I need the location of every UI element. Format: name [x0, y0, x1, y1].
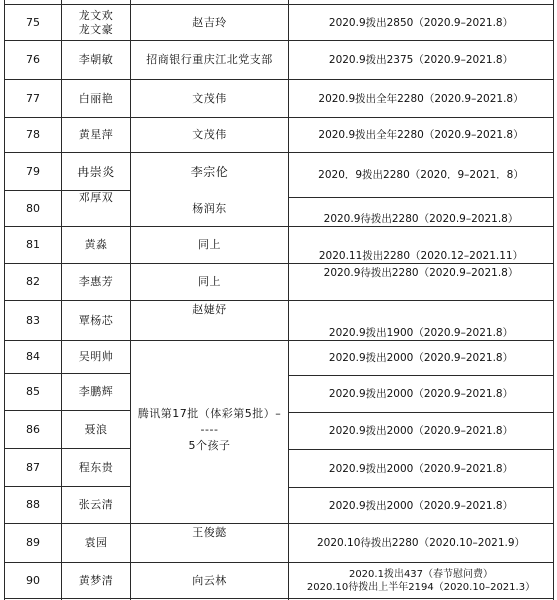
sponsor-name: 赵吉玲	[192, 15, 227, 29]
row-divider	[4, 598, 553, 599]
sponsor-name: 杨润东	[192, 201, 227, 215]
sponsor-name: 向云林	[192, 573, 227, 587]
fund-status: 2020.1拨出437（春节慰问费） 2020.10待拨出上半年2194（2020.10–2021.3）	[306, 568, 536, 593]
student-name: 覃杨芯	[78, 313, 114, 327]
sponsor-name: 李宗伦	[190, 164, 229, 179]
sponsor-name: 文茂伟	[192, 91, 227, 105]
fund-status: 2020.9拨出全年2280（2020.9–2021.8）	[318, 129, 524, 141]
student-name: 白丽艳	[78, 91, 114, 105]
row-number: 82	[26, 275, 40, 288]
fund-status: 2020．9拨出2280（2020．9–2021．8）	[318, 169, 524, 181]
student-name: 袁园	[84, 536, 108, 549]
row-number: 87	[26, 460, 40, 474]
fund-status: 2020.11拨出2280（2020.12–2021.11）	[318, 250, 524, 262]
sponsor-name: 赵婕妤	[192, 303, 227, 316]
fund-status: 2020.9拨出2000（2020.9–2021.8）	[328, 388, 514, 400]
fund-status: 2020.10待拨出2280（2020.10–2021.9）	[316, 537, 526, 549]
student-name: 李鹏辉	[78, 385, 114, 398]
fund-status: 2020.9拨出2000（2020.9–2021.8）	[328, 425, 514, 437]
table-border-right	[553, 0, 554, 600]
student-name: 吴明帅	[78, 350, 114, 363]
sponsor-name: 招商银行重庆江北党支部	[146, 53, 273, 66]
row-number: 83	[26, 313, 40, 327]
student-name: 程东贵	[78, 460, 114, 474]
student-name: 黄淼	[84, 238, 108, 251]
row-number: 78	[26, 128, 40, 141]
sponsor-name: 同上	[198, 275, 221, 288]
student-name: 李朝敏	[78, 53, 114, 66]
student-name: 龙文欢 龙文豪	[78, 8, 114, 36]
row-number: 90	[26, 573, 40, 587]
fund-status: 2020.9拨出全年2280（2020.9–2021.8）	[318, 92, 524, 105]
sponsor-name: 王俊懿	[192, 526, 227, 539]
row-number: 77	[26, 91, 40, 105]
row-number: 88	[26, 498, 40, 511]
fund-status: 2020.9拨出2375（2020.9–2021.8）	[328, 54, 514, 66]
fund-status: 2020.9拨出2850（2020.9–2021.8）	[328, 16, 514, 29]
student-name: 聂浪	[84, 422, 108, 436]
row-number: 84	[26, 350, 40, 363]
merged-sponsor-84-88: 腾讯第17批（体彩第5批）– ---- 5个孩子	[137, 407, 282, 452]
sponsor-name: 文茂伟	[192, 128, 227, 141]
fund-status: 2020.9待拨出2280（2020.9–2021.8）	[323, 267, 519, 279]
fund-status: 2020.9待拨出2280（2020.9–2021.8）	[323, 213, 519, 225]
row-number: 79	[26, 164, 40, 178]
row-number: 86	[26, 422, 40, 436]
student-name: 李惠芳	[78, 275, 114, 288]
row-number: 80	[26, 201, 40, 215]
fund-status: 2020.9拨出1900（2020.9–2021.8）	[328, 327, 514, 339]
student-name: 冉崇炎	[77, 164, 115, 179]
student-name: 邓厚双	[78, 191, 114, 204]
row-number: 81	[26, 238, 40, 251]
fund-status: 2020.9拨出2000（2020.9–2021.8）	[328, 462, 514, 475]
student-name: 黄星萍	[78, 128, 114, 141]
fund-status: 2020.9拨出2000（2020.9–2021.8）	[328, 499, 514, 512]
row-number: 85	[26, 385, 40, 398]
row-number: 89	[26, 536, 40, 549]
row-number: 75	[26, 15, 40, 29]
row-number: 76	[26, 53, 40, 66]
student-name: 张云清	[78, 498, 114, 511]
fund-status: 2020.9拨出2000（2020.9–2021.8）	[328, 352, 514, 364]
sponsor-name: 同上	[198, 238, 221, 251]
student-name: 黄梦清	[78, 573, 114, 587]
